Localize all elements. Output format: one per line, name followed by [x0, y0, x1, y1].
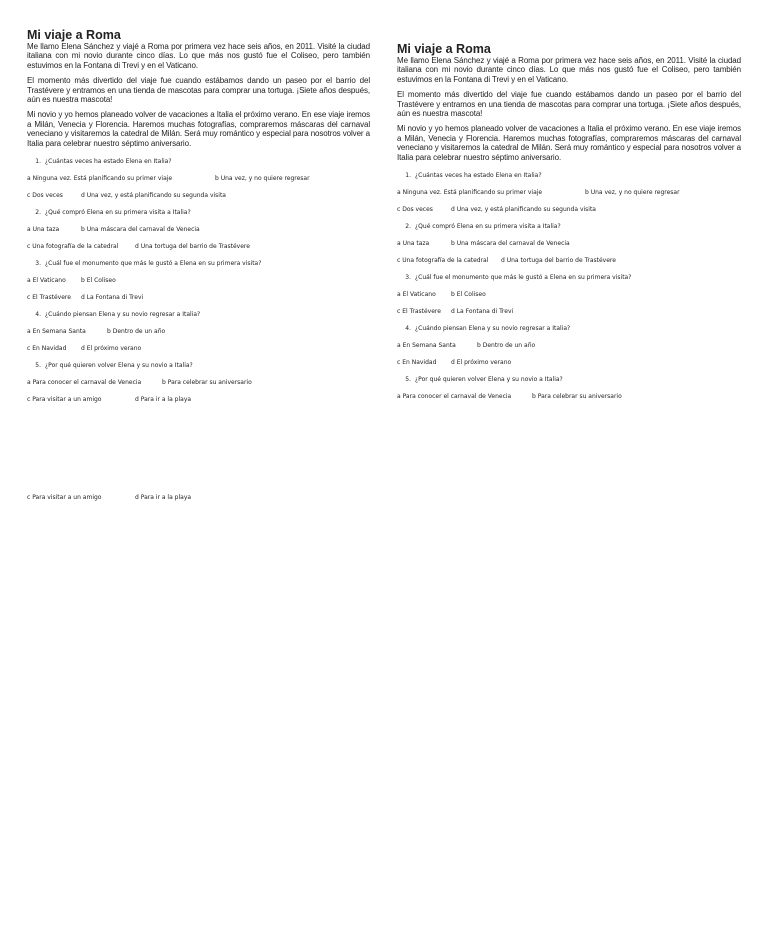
- answer-row: [27, 226, 370, 234]
- answer-option[interactable]: a Una taza: [27, 226, 60, 234]
- answer-row: [397, 291, 741, 299]
- answer-option[interactable]: a Para conocer el carnaval de Venecia: [27, 379, 142, 387]
- answer-option[interactable]: a En Semana Santa: [27, 328, 86, 336]
- answer-row: [397, 189, 741, 197]
- answer-option[interactable]: d El próximo verano: [81, 345, 142, 353]
- answer-option[interactable]: d La Fontana di Trevi: [81, 294, 144, 302]
- answer-option[interactable]: b El Coliseo: [451, 291, 486, 299]
- answer-option[interactable]: b Una vez, y no quiere regresar: [585, 189, 680, 197]
- answer-row: [27, 192, 370, 200]
- paragraph: Mi novio y yo hemos planeado volver de vacaciones a Italia el próximo verano. En ese viaje iremos a Milán, Venecia y Florencia. Haremos muchas fotografías, compraremos máscaras del carnaval veneciano y visitaremos la catedral de Milán. Será muy romántico y especial para nosotros volver a Italia para celebrar nuestro séptimo aniversario.: [397, 124, 741, 162]
- question-2: 2. ¿Qué compró Elena en su primera visita a Italia?: [405, 223, 561, 231]
- question-4: 4. ¿Cuándo piensan Elena y su novio regresar a Italia?: [405, 325, 571, 333]
- answer-option[interactable]: c Para visitar a un amigo: [27, 494, 102, 501]
- answer-option[interactable]: d El próximo verano: [451, 359, 512, 367]
- answer-option[interactable]: a Ninguna vez. Está planificando su primer viaje: [397, 189, 543, 197]
- question-1: 1. ¿Cuántas veces ha estado Elena en Italia?: [35, 158, 172, 166]
- answer-row: [27, 379, 370, 387]
- answer-row: [27, 396, 370, 404]
- question-2: 2. ¿Qué compró Elena en su primera visita a Italia?: [35, 209, 191, 217]
- question-1: 1. ¿Cuántas veces ha estado Elena en Italia?: [405, 172, 542, 180]
- answer-row: [397, 206, 741, 214]
- answer-option[interactable]: c En Navidad: [27, 345, 67, 353]
- answer-option[interactable]: b Dentro de un año: [107, 328, 166, 336]
- question-5: 5. ¿Por qué quieren volver Elena y su novio a Italia?: [35, 362, 193, 370]
- answer-option[interactable]: a Ninguna vez. Está planificando su primer viaje: [27, 175, 173, 183]
- answer-option[interactable]: c El Trastévere: [27, 294, 71, 302]
- answer-option[interactable]: d Una vez, y está planificando su segunda visita: [451, 206, 596, 214]
- answer-option[interactable]: b Para celebrar su aniversario: [532, 393, 622, 401]
- answer-row: [27, 294, 370, 302]
- answer-option[interactable]: a Una taza: [397, 240, 430, 248]
- answer-option[interactable]: a En Semana Santa: [397, 342, 456, 350]
- answer-row: [397, 342, 741, 350]
- left-page: [27, 29, 370, 413]
- answer-option[interactable]: d Una tortuga del barrio de Trastévere: [135, 243, 250, 251]
- answer-option[interactable]: c Para visitar a un amigo: [27, 396, 102, 404]
- answer-row: [397, 240, 741, 248]
- answer-row: [27, 243, 370, 251]
- answer-option[interactable]: b Para celebrar su aniversario: [162, 379, 252, 387]
- question-3: 3. ¿Cuál fue el monumento que más le gustó a Elena en su primera visita?: [35, 260, 262, 268]
- answer-option[interactable]: a El Vaticano: [397, 291, 436, 299]
- paragraph: Me llamo Elena Sánchez y viajé a Roma por primera vez hace seis años, en 2011. Visité la ciudad italiana con mi novio durante cinco días. Lo que más nos gustó fue el Coliseo, pero también estuvimos en la Fontana di Trevi y en el Vaticano.: [397, 56, 741, 84]
- paragraph: Mi novio y yo hemos planeado volver de vacaciones a Italia el próximo verano. En ese viaje iremos a Milán, Venecia y Florencia. Haremos muchas fotografías, compraremos máscaras del carnaval veneciano y visitaremos la catedral de Milán. Será muy romántico y especial para nosotros volver a Italia para celebrar nuestro séptimo aniversario.: [27, 110, 370, 148]
- answer-row: [397, 393, 741, 401]
- answer-option[interactable]: d Una vez, y está planificando su segunda visita: [81, 192, 226, 200]
- right-page: [397, 43, 741, 410]
- answer-option[interactable]: b Una máscara del carnaval de Venecia: [81, 226, 200, 234]
- answer-row: [27, 277, 370, 285]
- question-3: 3. ¿Cuál fue el monumento que más le gustó a Elena en su primera visita?: [405, 274, 632, 282]
- question-4: 4. ¿Cuándo piensan Elena y su novio regresar a Italia?: [35, 311, 201, 319]
- answer-option[interactable]: b Una vez, y no quiere regresar: [215, 175, 310, 183]
- answer-row: [27, 328, 370, 336]
- answer-row: [27, 175, 370, 183]
- paragraph: Me llamo Elena Sánchez y viajé a Roma por primera vez hace seis años, en 2011. Visité la ciudad italiana con mi novio durante cinco días. Lo que más nos gustó fue el Coliseo, pero también estuvimos en la Fontana di Trevi y en el Vaticano.: [27, 42, 370, 70]
- answer-option[interactable]: d Para ir a la playa: [135, 396, 192, 404]
- answer-option[interactable]: b Dentro de un año: [477, 342, 536, 350]
- answer-option[interactable]: d Para ir a la playa: [135, 494, 192, 501]
- answer-option[interactable]: c Dos veces: [397, 206, 433, 214]
- paragraph: El momento más divertido del viaje fue cuando estábamos dando un paseo por el barrio del Trastévere y entramos en una tienda de mascotas para comprar una tortuga. ¡Siete años después, aún es nuestra mascota!: [397, 90, 741, 119]
- answer-option[interactable]: c Una fotografía de la catedral: [27, 243, 119, 251]
- answer-row: [397, 308, 741, 316]
- answer-row: [397, 359, 741, 367]
- answer-option[interactable]: d Una tortuga del barrio de Trastévere: [501, 257, 616, 265]
- answer-row: [27, 494, 191, 502]
- answer-option[interactable]: b El Coliseo: [81, 277, 116, 285]
- answer-option[interactable]: c Dos veces: [27, 192, 63, 200]
- answer-row: [397, 257, 741, 265]
- page-title: Mi viaje a Roma: [397, 42, 491, 56]
- answer-option[interactable]: c Una fotografía de la catedral: [397, 257, 489, 265]
- answer-option[interactable]: a El Vaticano: [27, 277, 66, 285]
- answer-option[interactable]: c En Navidad: [397, 359, 437, 367]
- answer-row: [27, 345, 370, 353]
- paragraph: El momento más divertido del viaje fue cuando estábamos dando un paseo por el barrio del Trastévere y entramos en una tienda de mascotas para comprar una tortuga. ¡Siete años después, aún es nuestra mascota!: [27, 76, 370, 105]
- answer-option[interactable]: b Una máscara del carnaval de Venecia: [451, 240, 570, 248]
- answer-option[interactable]: d La Fontana di Trevi: [451, 308, 514, 316]
- page-title: Mi viaje a Roma: [27, 28, 121, 42]
- answer-option[interactable]: a Para conocer el carnaval de Venecia: [397, 393, 512, 401]
- answer-option[interactable]: c El Trastévere: [397, 308, 441, 316]
- question-5: 5. ¿Por qué quieren volver Elena y su novio a Italia?: [405, 376, 563, 384]
